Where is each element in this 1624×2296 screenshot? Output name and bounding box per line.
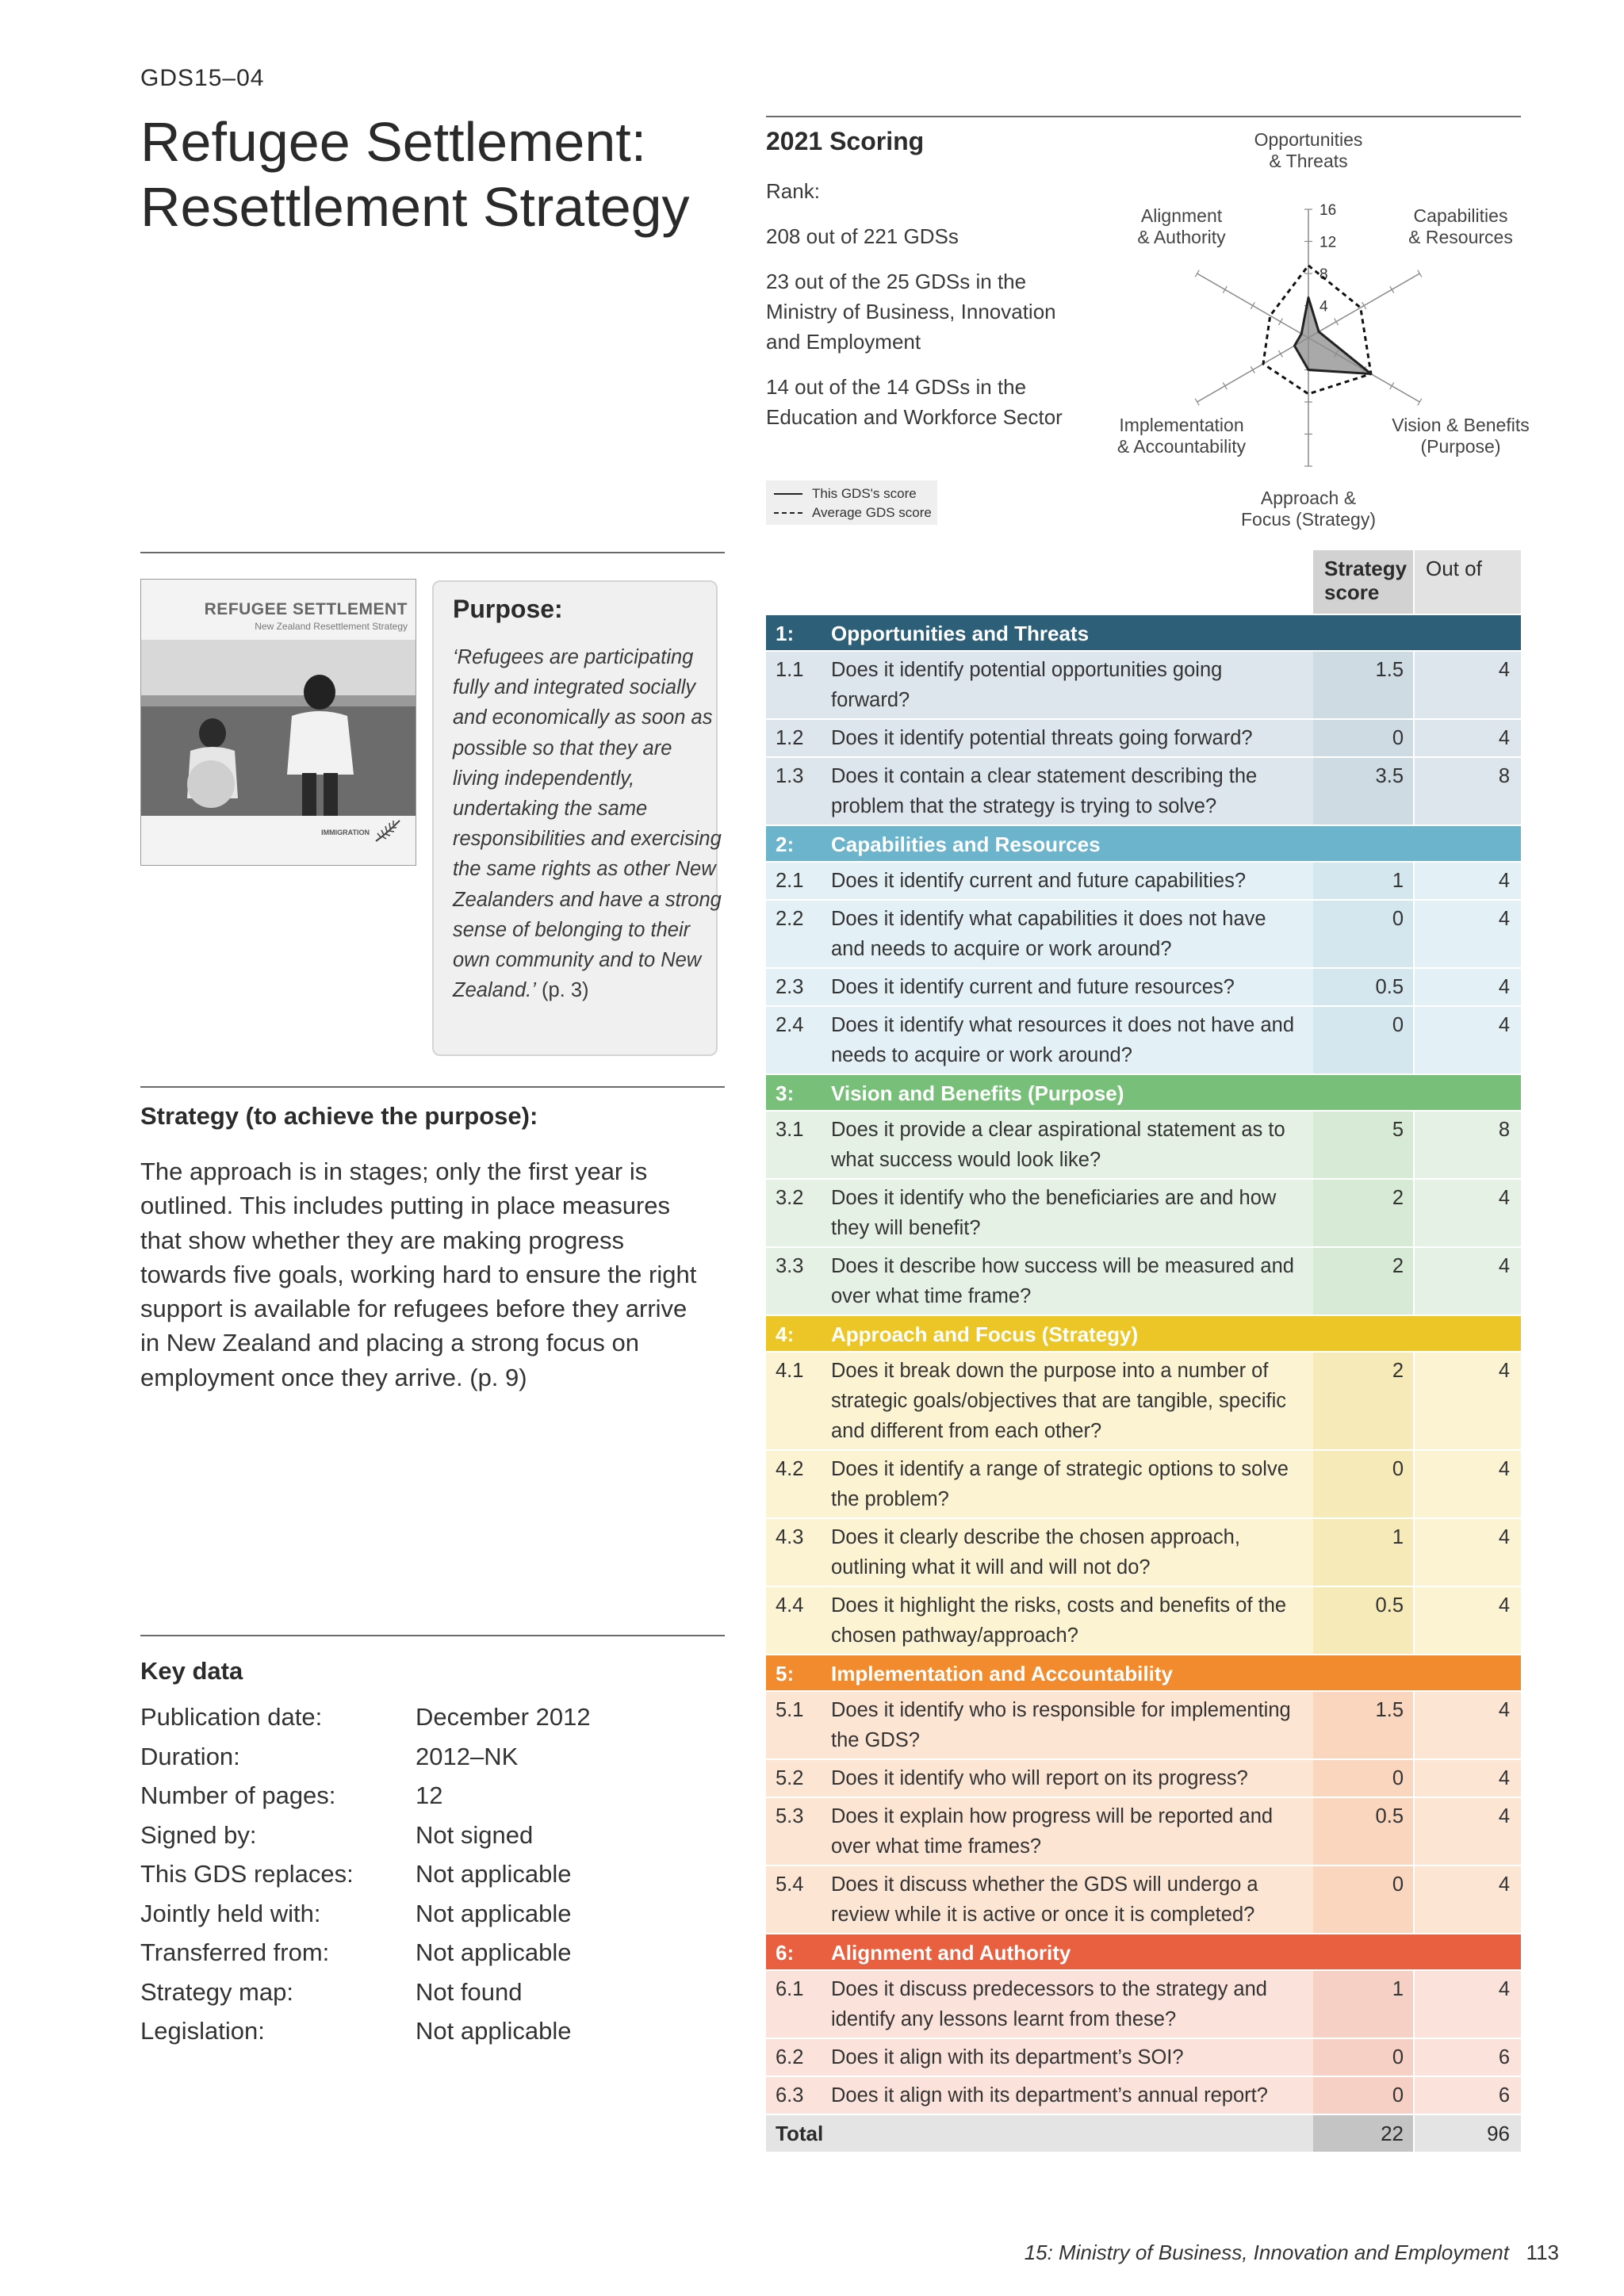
radar-axis-label: Vision & Benefits (Purpose)	[1392, 415, 1530, 457]
solid-line-swatch	[774, 493, 802, 495]
question-text: Does it identify potential threats going forward?	[831, 727, 1253, 749]
radar-axis-tick	[1251, 302, 1254, 309]
radar-tick-label: 4	[1320, 298, 1328, 316]
strategy-score-cell: 0	[1313, 1007, 1413, 1073]
table-row	[766, 758, 1521, 825]
table-row	[766, 1248, 1521, 1314]
table-row	[766, 1451, 1521, 1517]
section-title: Vision and Benefits (Purpose)	[831, 1081, 1124, 1105]
out-of-cell: 4	[1415, 1519, 1521, 1586]
key-data-value: 12	[416, 1781, 443, 1809]
key-data-value: Not applicable	[416, 2017, 572, 2045]
key-data-label: Strategy map:	[140, 1977, 293, 2006]
strategy-score-cell: 0	[1313, 1451, 1413, 1517]
question-number: 1.2	[776, 727, 804, 749]
strategy-score-cell: 1.5	[1313, 1692, 1413, 1758]
strategy-score-cell: 0	[1313, 1866, 1413, 1933]
table-row	[766, 1692, 1521, 1758]
radar-axis-tick	[1278, 350, 1282, 358]
out-of-cell: 6	[1415, 2077, 1521, 2114]
purpose-citation: (p. 3)	[535, 979, 589, 1002]
strategy-cover-image	[140, 579, 416, 866]
purpose-quote-block	[453, 642, 722, 1005]
question-cell	[766, 2039, 1313, 2076]
question-text: Does it describe how success will be measured and over what time frame?	[831, 1255, 1294, 1307]
table-row	[766, 1007, 1521, 1073]
radar-chart	[1086, 117, 1530, 538]
question-text: Does it align with its department’s SOI?	[831, 2046, 1184, 2068]
key-data-value: Not applicable	[416, 1938, 572, 1966]
section-title: Implementation and Accountability	[831, 1662, 1173, 1686]
question-cell	[766, 1112, 1313, 1178]
out-of-cell: 8	[1415, 758, 1521, 825]
question-text: Does it identify who the beneficiaries are and how they will benefit?	[831, 1187, 1277, 1239]
key-data-label: Publication date:	[140, 1703, 323, 1731]
question-cell	[766, 720, 1313, 756]
out-of-cell: 4	[1415, 1248, 1521, 1314]
section-title: Approach and Focus (Strategy)	[831, 1322, 1139, 1346]
strategy-score-cell: 0.5	[1313, 969, 1413, 1005]
question-number: 3.2	[776, 1187, 804, 1209]
question-cell	[766, 1866, 1313, 1933]
strategy-score-cell: 2	[1313, 1248, 1413, 1314]
section-title: Capabilities and Resources	[831, 832, 1101, 856]
question-text: Does it identify who is responsible for implementing the GDS?	[831, 1699, 1291, 1751]
strategy-score-cell: 1	[1313, 863, 1413, 899]
question-cell	[766, 1692, 1313, 1758]
out-of-cell: 4	[1415, 969, 1521, 1005]
out-of-cell: 4	[1415, 901, 1521, 967]
question-number: 2.2	[776, 908, 804, 930]
document-code: GDS15–04	[140, 65, 265, 91]
question-cell	[766, 1353, 1313, 1449]
table-row	[766, 863, 1521, 899]
page-number: 113	[1526, 2241, 1559, 2264]
section-header-row	[766, 1934, 1521, 1969]
strategy-score-cell: 0	[1313, 720, 1413, 756]
legend-avg-label: Average GDS score	[812, 505, 932, 520]
strategy-score-header-label: Strategy score	[1324, 557, 1408, 604]
question-number: 1.1	[776, 659, 804, 681]
section-number: 3:	[776, 1081, 795, 1105]
radar-axis-tick	[1362, 302, 1366, 309]
dashed-line-swatch	[774, 512, 802, 514]
scoring-table	[766, 550, 1521, 2152]
key-data-label: Signed by:	[140, 1820, 257, 1849]
children-photo-illustration	[141, 640, 416, 816]
legend-this-label: This GDS's score	[812, 486, 917, 501]
table-row	[766, 1112, 1521, 1178]
key-data-value: Not signed	[416, 1820, 534, 1849]
key-data-label: Legislation:	[140, 2017, 265, 2045]
question-cell	[766, 1971, 1313, 2038]
key-data-label: Number of pages:	[140, 1781, 336, 1809]
question-cell	[766, 863, 1313, 899]
out-of-cell: 4	[1415, 1760, 1521, 1797]
strategy-score-cell: 1.5	[1313, 652, 1413, 718]
key-data-label: Transferred from:	[140, 1938, 330, 1966]
table-row	[766, 1353, 1521, 1449]
radar-axis-tick	[1251, 366, 1254, 373]
radar-tick-label: 12	[1320, 234, 1337, 251]
radar-axis-tick	[1278, 318, 1282, 325]
out-of-cell: 4	[1415, 1180, 1521, 1246]
section-header-row	[766, 1655, 1521, 1690]
purpose-quote: ‘Refugees are participating fully and integrated socially and economically as soon as possible so that they are living independently, undertaking the same responsibilities and exercising the same rights as other New Zealanders and have a strong sense of belonging to their own community and to New Zealand.’	[453, 646, 722, 1002]
cover-title: REFUGEE SETTLEMENT	[204, 600, 408, 618]
question-cell	[766, 969, 1313, 1005]
strategy-score-cell: 2	[1313, 1180, 1413, 1246]
question-number: 5.3	[776, 1805, 804, 1827]
radar-axis-tick	[1390, 382, 1394, 389]
question-cell	[766, 901, 1313, 967]
radar-axis-tick	[1195, 270, 1199, 277]
table-row	[766, 1760, 1521, 1797]
question-text: Does it identify current and future capabilities?	[831, 870, 1247, 892]
section-header-row	[766, 1075, 1521, 1110]
table-body	[766, 615, 1521, 2114]
table-row	[766, 652, 1521, 718]
question-number: 2.4	[776, 1014, 804, 1036]
radar-tick-label: 8	[1320, 266, 1328, 283]
cover-footer	[141, 816, 416, 865]
section-number: 4:	[776, 1322, 795, 1346]
table-header-row	[766, 550, 1521, 614]
section-title: Opportunities and Threats	[831, 622, 1090, 645]
left-top-rule	[140, 552, 725, 553]
question-number: 4.1	[776, 1360, 804, 1382]
out-of-cell: 4	[1415, 1007, 1521, 1073]
rank-overall: 208 out of 221 GDSs	[766, 224, 959, 248]
table-row	[766, 1798, 1521, 1865]
total-out-of: 96	[1415, 2115, 1521, 2152]
radar-tick-label: 16	[1320, 202, 1337, 219]
question-cell	[766, 1798, 1313, 1865]
purpose-heading: Purpose:	[453, 595, 563, 623]
question-text: Does it discuss predecessors to the strategy and identify any lessons learnt from these?	[831, 1978, 1267, 2030]
radar-axis-label: Capabilities & Resources	[1408, 205, 1513, 247]
table-row	[766, 1519, 1521, 1586]
question-text: Does it identify current and future resources?	[831, 976, 1235, 998]
question-text: Does it clearly describe the chosen approach, outlining what it will and will not do?	[831, 1526, 1240, 1578]
question-text: Does it align with its department’s annual report?	[831, 2084, 1268, 2107]
question-cell	[766, 758, 1313, 825]
question-number: 2.1	[776, 870, 804, 892]
table-row	[766, 1971, 1521, 2038]
key-data-value: Not applicable	[416, 1860, 572, 1888]
key-data-label: Jointly held with:	[140, 1899, 321, 1927]
question-cell	[766, 1007, 1313, 1073]
strategy-heading: Strategy (to achieve the purpose):	[140, 1102, 538, 1130]
question-text: Does it provide a clear aspirational statement as to what success would look like?	[831, 1119, 1285, 1171]
section-header-row	[766, 826, 1521, 861]
key-data-value: Not applicable	[416, 1899, 572, 1927]
question-text: Does it contain a clear statement describing the problem that the strategy is trying to solve?	[831, 765, 1258, 817]
strategy-score-cell: 5	[1313, 1112, 1413, 1178]
radar-axis-label: Opportunities & Threats	[1254, 129, 1363, 171]
key-data-value: 2012–NK	[416, 1742, 519, 1770]
out-of-cell: 4	[1415, 1798, 1521, 1865]
question-text: Does it identify who will report on its progress?	[831, 1767, 1248, 1789]
radar-axis-label: Alignment & Authority	[1137, 205, 1226, 247]
strategy-text: The approach is in stages; only the first year is outlined. This includes putting in place measures that show whether they are making progress towards five goals, working hard to ensure the right support is available for refugees before they arrive in New Zealand and placing a strong focus on employment once they arrive. (p. 9)	[140, 1158, 697, 1391]
footer-department: 15: Ministry of Business, Innovation and Employment	[1024, 2241, 1509, 2264]
strategy-score-cell: 1	[1313, 1971, 1413, 2038]
question-cell	[766, 1519, 1313, 1586]
legend-item-average	[774, 505, 932, 521]
question-cell	[766, 1180, 1313, 1246]
strategy-score-cell: 0.5	[1313, 1798, 1413, 1865]
question-text: Does it break down the purpose into a number of strategic goals/objectives that are tangible, specific and different from each other?	[831, 1360, 1287, 1442]
radar-axis-tick	[1390, 286, 1394, 293]
question-text: Does it identify potential opportunities going forward?	[831, 659, 1223, 711]
out-of-cell: 4	[1415, 1971, 1521, 2038]
section-number: 2:	[776, 832, 795, 856]
key-data-rule	[140, 1635, 725, 1636]
table-row	[766, 1866, 1521, 1933]
question-cell	[766, 1248, 1313, 1314]
section-number: 6:	[776, 1941, 795, 1965]
question-cell	[766, 652, 1313, 718]
question-text: Does it identify a range of strategic options to solve the problem?	[831, 1458, 1289, 1510]
total-row	[766, 2115, 1521, 2152]
out-of-header-label: Out of	[1426, 557, 1482, 580]
radar-axis-tick	[1195, 399, 1199, 406]
question-cell	[766, 1760, 1313, 1797]
series-this-gds-polygon	[1294, 297, 1370, 373]
radar-axis-tick	[1223, 286, 1227, 293]
question-text: Does it discuss whether the GDS will undergo a review while it is active or once it is completed?	[831, 1873, 1258, 1926]
silver-fern-icon	[374, 819, 401, 843]
rank-block	[766, 176, 1067, 447]
strategy-score-cell: 2	[1313, 1353, 1413, 1449]
out-of-cell: 4	[1415, 863, 1521, 899]
out-of-cell: 8	[1415, 1112, 1521, 1178]
question-cell	[766, 1587, 1313, 1654]
question-number: 1.3	[776, 765, 804, 787]
table-row	[766, 720, 1521, 756]
question-number: 6.3	[776, 2084, 804, 2107]
radar-axis-tick	[1418, 270, 1422, 277]
scoring-heading: 2021 Scoring	[766, 127, 925, 155]
question-text: Does it identify what resources it does not have and needs to acquire or work around?	[831, 1014, 1294, 1066]
question-cell	[766, 2077, 1313, 2114]
page-title: Refugee Settlement: Resettlement Strategy	[140, 111, 690, 238]
cover-subtitle: New Zealand Resettlement Strategy	[255, 621, 408, 632]
out-of-cell: 4	[1415, 1353, 1521, 1449]
table-row	[766, 1587, 1521, 1654]
radar-axis-tick	[1418, 399, 1422, 406]
question-number: 4.4	[776, 1594, 804, 1617]
strategy-score-header	[1313, 550, 1413, 614]
out-of-cell: 4	[1415, 652, 1521, 718]
section-header-row	[766, 615, 1521, 650]
table-row	[766, 1180, 1521, 1246]
strategy-score-cell: 0	[1313, 2039, 1413, 2076]
out-of-cell: 6	[1415, 2039, 1521, 2076]
total-label-cell	[766, 2115, 1313, 2152]
table-row	[766, 2039, 1521, 2076]
table-row	[766, 969, 1521, 1005]
question-number: 5.4	[776, 1873, 804, 1896]
section-header-row	[766, 1316, 1521, 1351]
question-number: 4.2	[776, 1458, 804, 1480]
question-number: 6.1	[776, 1978, 804, 2000]
out-of-cell: 4	[1415, 1587, 1521, 1654]
total-label: Total	[776, 2122, 824, 2145]
strategy-score-cell: 0	[1313, 2077, 1413, 2114]
rank-sector: 14 out of the 14 GDSs in the Education and Workforce Sector	[766, 375, 1063, 429]
legend-item-this	[774, 486, 917, 502]
radar-axis-tick	[1335, 318, 1339, 325]
key-data-value: December 2012	[416, 1703, 591, 1731]
question-number: 5.2	[776, 1767, 804, 1789]
purpose-box	[432, 580, 722, 1056]
key-data-label: This GDS replaces:	[140, 1860, 354, 1888]
question-cell	[766, 1451, 1313, 1517]
question-text: Does it highlight the risks, costs and benefits of the chosen pathway/approach?	[831, 1594, 1287, 1647]
rank-department: 23 out of the 25 GDSs in the Ministry of Business, Innovation and Employment	[766, 270, 1056, 354]
key-data-label: Duration:	[140, 1742, 240, 1770]
question-number: 2.3	[776, 976, 804, 998]
out-of-cell: 4	[1415, 1692, 1521, 1758]
strategy-score-cell: 1	[1313, 1519, 1413, 1586]
question-number: 3.1	[776, 1119, 804, 1141]
question-text: Does it explain how progress will be reported and over what time frames?	[831, 1805, 1274, 1858]
out-of-header	[1415, 550, 1521, 614]
out-of-cell: 4	[1415, 720, 1521, 756]
out-of-cell: 4	[1415, 1451, 1521, 1517]
question-number: 4.3	[776, 1526, 804, 1548]
radar-axis-label: Implementation & Accountability	[1116, 415, 1247, 457]
out-of-cell: 4	[1415, 1866, 1521, 1933]
question-number: 5.1	[776, 1699, 804, 1721]
strategy-score-cell: 0	[1313, 901, 1413, 967]
cover-photo	[141, 640, 416, 816]
radar-axis-tick	[1223, 382, 1227, 389]
total-score: 22	[1313, 2115, 1413, 2152]
table-row	[766, 2077, 1521, 2114]
section-title: Alignment and Authority	[831, 1941, 1071, 1965]
rank-label: Rank:	[766, 179, 820, 203]
strategy-score-cell: 3.5	[1313, 758, 1413, 825]
table-row	[766, 901, 1521, 967]
chart-legend	[766, 480, 937, 525]
section-number: 1:	[776, 622, 795, 645]
radar-axis-label: Approach & Focus (Strategy)	[1241, 488, 1376, 530]
question-text: Does it identify what capabilities it does not have and needs to acquire or work around?	[831, 908, 1266, 960]
key-data-value: Not found	[416, 1977, 523, 2006]
question-number: 3.3	[776, 1255, 804, 1277]
strategy-score-cell: 0	[1313, 1760, 1413, 1797]
key-data-heading: Key data	[140, 1657, 243, 1685]
question-number: 6.2	[776, 2046, 804, 2068]
section-number: 5:	[776, 1662, 795, 1686]
strategy-score-cell: 0.5	[1313, 1587, 1413, 1654]
cover-brand: IMMIGRATION	[321, 828, 370, 836]
strategy-rule	[140, 1086, 725, 1088]
